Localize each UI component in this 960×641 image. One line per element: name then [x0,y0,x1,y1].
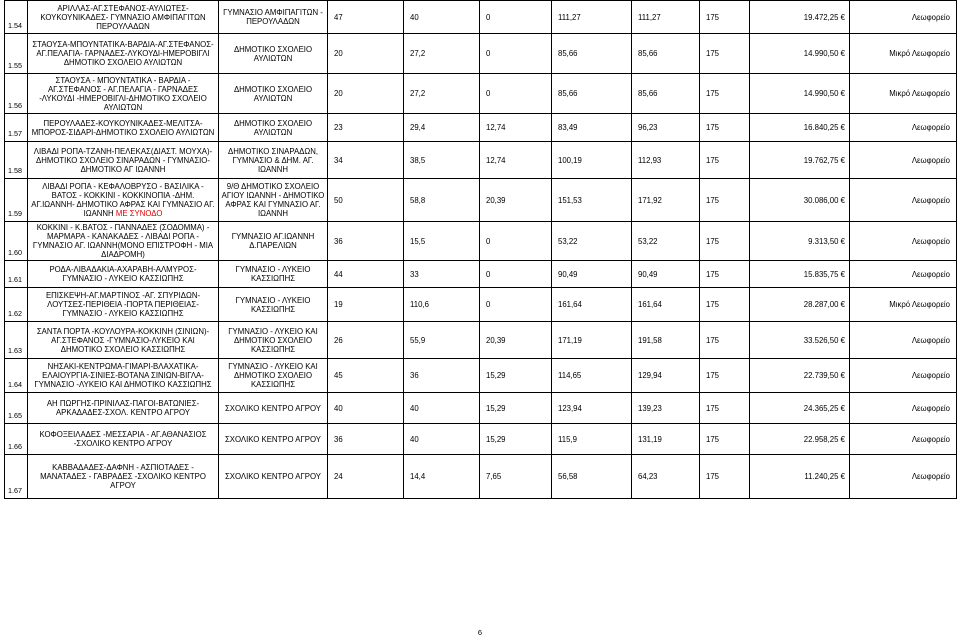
days-cell: 175 [700,74,750,114]
table-row [5,179,957,222]
destination-cell: ΓΥΜΝΑΣΙΟ - ΛΥΚΕΙΟ ΚΑΙ ΔΗΜΟΤΙΚΟ ΣΧΟΛΕΙΟ ΚΑΣΣΙΩΠΗΣ [219,359,328,393]
page-number: 6 [477,628,483,637]
days-cell: 175 [700,455,750,499]
km-empty-cell: 0 [480,1,552,34]
route-cell: ΚΟΦΟΞΕΙΛΑΔΕΣ -ΜΕΣΣΑΡΙΑ - ΑΓ.ΑΘΑΝΑΣΙΟΣ -ΣΧΟΛΙΚΟ ΚΕΝΤΡΟ ΑΓΡΟΥ [28,424,219,455]
daily-cost-cell: 129,94 [632,359,700,393]
route-cell: ΛΙΒΑΔΙ ΡΟΠΑ-ΤΖΑΝΗ-ΠΕΛΕΚΑΣ(ΔΙΑΣΤ. ΜΟΥΧΑ)-ΔΗΜΟΤΙΚΟ ΣΧΟΛΕΙΟ ΣΙΝΑΡΑΔΩΝ - ΓΥΜΝΑΣΙΟ-ΔΗΜΟΤΙΚΟ ΑΓ ΙΩΑΝΝΗ [28,142,219,179]
students-cell: 23 [328,114,404,142]
route-cell: ΛΙΒΑΔΙ ΡΟΠΑ - ΚΕΦΑΛΟΒΡΥΣΟ - ΒΑΣΙΛΙΚΑ - ΒΑΤΟΣ - ΚΟΚΚΙΝΙ - ΚΟΚΚΙΝΟΠΙΑ -ΔΗΜ. ΑΓ.ΙΩΑΝΝΗ- ΔΗΜΟΤΙΚΟ ΑΦΡΑΣ ΚΑΙ ΓΥΜΝΑΣΙΟ ΑΓ. ΙΩΑΝΝΗ ΜΕ ΣΥΝΟΔΟ [28,179,219,222]
row-code: 1.64 [5,359,28,393]
table-row [5,1,957,34]
destination-cell: ΔΗΜΟΤΙΚΟ ΣΙΝΑΡΑΔΩΝ, ΓΥΜΝΑΣΙΟ & ΔΗΜ. ΑΓ. ΙΩΑΝΝΗ [219,142,328,179]
daily-cost-cell: 64,23 [632,455,700,499]
km-loaded-cell: 27,2 [404,74,480,114]
km-empty-cell: 20,39 [480,179,552,222]
total-cost-cell: 19.762,75 € [750,142,850,179]
total-cost-cell: 15.835,75 € [750,261,850,288]
table-row [5,74,957,114]
table-row [5,261,957,288]
route-cell: ΑΡΙΛΛΑΣ-ΑΓ.ΣΤΕΦΑΝΟΣ-ΑΥΛΙΩΤΕΣ-ΚΟΥΚΟΥΝΙΚΑΔΕΣ- ΓΥΜΝΑΣΙΟ ΑΜΦΙΠΑΓΙΤΩΝ ΠΕΡΟΥΛΑΔΩΝ [28,1,219,34]
daily-cost-cell: 171,92 [632,179,700,222]
vehicle-type-cell: Μικρό Λεωφορείο [850,288,957,322]
route-cell: ΣΑΝΤΑ ΠΟΡΤΑ -ΚΟΥΛΟΥΡΑ-ΚΟΚΚΙΝΗ (ΣΙΝΙΩΝ)-ΑΓ.ΣΤΕΦΑΝΟΣ -ΓΥΜΝΑΣΙΟ-ΛΥΚΕΙΟ ΚΑΙ ΔΗΜΟΤΙΚΟ ΣΧΟΛΕΙΟ ΚΑΣΣΙΩΠΗΣ [28,322,219,359]
students-cell: 20 [328,34,404,74]
destination-cell: 9/Θ ΔΗΜΟΤΙΚΟ ΣΧΟΛΕΙΟ ΑΓΙΟΥ ΙΩΑΝΝΗ - ΔΗΜΟΤΙΚΟ ΑΦΡΑΣ ΚΑΙ ΓΥΜΝΑΣΙΟ ΑΓ. ΙΩΑΝΝΗ [219,179,328,222]
vehicle-type-cell: Λεωφορείο [850,455,957,499]
vehicle-type-cell: Λεωφορείο [850,393,957,424]
vehicle-type-cell: Λεωφορείο [850,322,957,359]
km-empty-cell: 12,74 [480,114,552,142]
vehicle-type-cell: Μικρό Λεωφορείο [850,74,957,114]
students-cell: 47 [328,1,404,34]
total-cost-cell: 16.840,25 € [750,114,850,142]
km-empty-cell: 0 [480,261,552,288]
daily-cost-cell: 53,22 [632,222,700,261]
cost-loaded-cell: 85,66 [552,74,632,114]
table-row [5,424,957,455]
students-cell: 24 [328,455,404,499]
students-cell: 34 [328,142,404,179]
km-loaded-cell: 58,8 [404,179,480,222]
students-cell: 50 [328,179,404,222]
cost-loaded-cell: 111,27 [552,1,632,34]
daily-cost-cell: 161,64 [632,288,700,322]
routes-table [4,0,957,499]
km-loaded-cell: 27,2 [404,34,480,74]
cost-loaded-cell: 100,19 [552,142,632,179]
destination-cell: ΣΧΟΛΙΚΟ ΚΕΝΤΡΟ ΑΓΡΟΥ [219,393,328,424]
daily-cost-cell: 96,23 [632,114,700,142]
row-code: 1.59 [5,179,28,222]
row-code: 1.67 [5,455,28,499]
km-empty-cell: 0 [480,222,552,261]
row-code: 1.66 [5,424,28,455]
vehicle-type-cell: Λεωφορείο [850,261,957,288]
vehicle-type-cell: Λεωφορείο [850,222,957,261]
students-cell: 45 [328,359,404,393]
students-cell: 26 [328,322,404,359]
km-loaded-cell: 14,4 [404,455,480,499]
cost-loaded-cell: 171,19 [552,322,632,359]
route-cell: ΕΠΙΣΚΕΨΗ-ΑΓ.ΜΑΡΤΙΝΟΣ -ΑΓ. ΣΠΥΡΙΔΩΝ-ΛΟΥΤΣΕΣ-ΠΕΡΙΘΕΙΑ -ΠΟΡΤΑ ΠΕΡΙΘΕΙΑΣ-ΓΥΜΝΑΣΙΟ - ΛΥΚΕΙΟ ΚΑΣΣΙΩΠΗΣ [28,288,219,322]
days-cell: 175 [700,322,750,359]
cost-loaded-cell: 114,65 [552,359,632,393]
days-cell: 175 [700,222,750,261]
cost-loaded-cell: 151,53 [552,179,632,222]
students-cell: 44 [328,261,404,288]
cost-loaded-cell: 115,9 [552,424,632,455]
destination-cell: ΓΥΜΝΑΣΙΟ - ΛΥΚΕΙΟ ΚΑΣΣΙΩΠΗΣ [219,261,328,288]
students-cell: 19 [328,288,404,322]
daily-cost-cell: 90,49 [632,261,700,288]
row-code: 1.60 [5,222,28,261]
km-loaded-cell: 40 [404,424,480,455]
km-empty-cell: 15,29 [480,424,552,455]
vehicle-type-cell: Λεωφορείο [850,179,957,222]
destination-cell: ΓΥΜΝΑΣΙΟ - ΛΥΚΕΙΟ ΚΑΙ ΔΗΜΟΤΙΚΟ ΣΧΟΛΕΙΟ ΚΑΣΣΙΩΠΗΣ [219,322,328,359]
km-loaded-cell: 40 [404,393,480,424]
students-cell: 20 [328,74,404,114]
total-cost-cell: 14.990,50 € [750,74,850,114]
km-empty-cell: 15,29 [480,393,552,424]
route-cell: ΚΟΚΚΙΝΙ - Κ.ΒΑΤΟΣ - ΠΑΝΝΑΔΕΣ (ΣΟΔΟΜΜΑ) - ΜΑΡΜΑΡΑ - ΚΑΝΑΚΑΔΕΣ - ΛΙΒΑΔΙ ΡΟΠΑ - ΓΥΜΝΑΣΙΟ ΑΓ. ΙΩΑΝΝΗ(ΜΟΝΟ ΕΠΙΣΤΡΟΦΗ - ΜΙΑ ΔΙΑΔΡΟΜΗ) [28,222,219,261]
km-loaded-cell: 110,6 [404,288,480,322]
vehicle-type-cell: Λεωφορείο [850,114,957,142]
students-cell: 40 [328,393,404,424]
table-row [5,455,957,499]
table-row [5,322,957,359]
total-cost-cell: 11.240,25 € [750,455,850,499]
total-cost-cell: 33.526,50 € [750,322,850,359]
vehicle-type-cell: Λεωφορείο [850,142,957,179]
destination-cell: ΔΗΜΟΤΙΚΟ ΣΧΟΛΕΙΟ ΑΥΛΙΩΤΩΝ [219,34,328,74]
cost-loaded-cell: 53,22 [552,222,632,261]
km-empty-cell: 20,39 [480,322,552,359]
cost-loaded-cell: 123,94 [552,393,632,424]
km-loaded-cell: 33 [404,261,480,288]
total-cost-cell: 24.365,25 € [750,393,850,424]
row-code: 1.65 [5,393,28,424]
days-cell: 175 [700,393,750,424]
km-empty-cell: 12,74 [480,142,552,179]
km-loaded-cell: 40 [404,1,480,34]
table-row [5,142,957,179]
row-code: 1.55 [5,34,28,74]
vehicle-type-cell: Λεωφορείο [850,1,957,34]
escort-note: ΜΕ ΣΥΝΟΔΟ [115,209,163,218]
days-cell: 175 [700,34,750,74]
days-cell: 175 [700,288,750,322]
km-loaded-cell: 55,9 [404,322,480,359]
km-loaded-cell: 38,5 [404,142,480,179]
daily-cost-cell: 111,27 [632,1,700,34]
total-cost-cell: 19.472,25 € [750,1,850,34]
daily-cost-cell: 131,19 [632,424,700,455]
destination-cell: ΓΥΜΝΑΣΙΟ ΑΓ.ΙΩΑΝΝΗ Δ.ΠΑΡΕΛΙΩΝ [219,222,328,261]
vehicle-type-cell: Λεωφορείο [850,359,957,393]
km-empty-cell: 15,29 [480,359,552,393]
daily-cost-cell: 191,58 [632,322,700,359]
daily-cost-cell: 85,66 [632,34,700,74]
total-cost-cell: 14.990,50 € [750,34,850,74]
route-cell: ΣΤΑΟΥΣΑ - ΜΠΟΥΝΤΑΤΙΚΑ - ΒΑΡΔΙΑ - ΑΓ.ΣΤΕΦΑΝΟΣ - ΑΓ.ΠΕΛΑΓΙΑ - ΓΑΡΝΑΔΕΣ -ΛΥΚΟΥΔΙ -ΗΜΕΡΟΒΙΓΛΙ-ΔΗΜΟΤΙΚΟ ΣΧΟΛΕΙΟ ΑΥΛΙΩΤΩΝ [28,74,219,114]
days-cell: 175 [700,1,750,34]
cost-loaded-cell: 161,64 [552,288,632,322]
students-cell: 36 [328,424,404,455]
destination-cell: ΔΗΜΟΤΙΚΟ ΣΧΟΛΕΙΟ ΑΥΛΙΩΤΩΝ [219,114,328,142]
row-code: 1.56 [5,74,28,114]
row-code: 1.61 [5,261,28,288]
daily-cost-cell: 112,93 [632,142,700,179]
route-cell: ΣΤΑΟΥΣΑ-ΜΠΟΥΝΤΑΤΙΚΑ-ΒΑΡΔΙΑ-ΑΓ.ΣΤΕΦΑΝΟΣ-ΑΓ.ΠΕΛΑΓΙΑ- ΓΑΡΝΑΔΕΣ-ΛΥΚΟΥΔΙ-ΗΜΕΡΟΒΙΓΛΙ ΔΗΜΟΤΙΚΟ ΣΧΟΛΕΙΟ ΑΥΛΙΩΤΩΝ [28,34,219,74]
km-loaded-cell: 36 [404,359,480,393]
km-empty-cell: 7,65 [480,455,552,499]
vehicle-type-cell: Μικρό Λεωφορείο [850,34,957,74]
total-cost-cell: 9.313,50 € [750,222,850,261]
days-cell: 175 [700,359,750,393]
table-row [5,222,957,261]
destination-cell: ΣΧΟΛΙΚΟ ΚΕΝΤΡΟ ΑΓΡΟΥ [219,455,328,499]
row-code: 1.63 [5,322,28,359]
days-cell: 175 [700,114,750,142]
total-cost-cell: 28.287,00 € [750,288,850,322]
table-row [5,359,957,393]
route-cell: ΑΗ ΠΩΡΓΗΣ-ΠΡΙΝΙΛΑΣ-ΠΑΓΟΙ-ΒΑΤΩΝΙΕΣ-ΑΡΚΑΔΑΔΕΣ-ΣΧΟΛ. ΚΕΝΤΡΟ ΑΓΡΟΥ [28,393,219,424]
table-row [5,114,957,142]
km-empty-cell: 0 [480,34,552,74]
total-cost-cell: 22.958,25 € [750,424,850,455]
destination-cell: ΔΗΜΟΤΙΚΟ ΣΧΟΛΕΙΟ ΑΥΛΙΩΤΩΝ [219,74,328,114]
cost-loaded-cell: 56,58 [552,455,632,499]
route-cell: ΡΟΔΑ-ΛΙΒΑΔΑΚΙΑ-ΑΧΑΡΑΒΗ-ΑΛΜΥΡΟΣ-ΓΥΜΝΑΣΙΟ - ΛΥΚΕΙΟ ΚΑΣΣΙΩΠΗΣ [28,261,219,288]
row-code: 1.54 [5,1,28,34]
table-row [5,34,957,74]
km-empty-cell: 0 [480,74,552,114]
total-cost-cell: 30.086,00 € [750,179,850,222]
days-cell: 175 [700,179,750,222]
cost-loaded-cell: 85,66 [552,34,632,74]
route-cell: ΝΗΣΑΚΙ-ΚΕΝΤΡΩΜΑ-ΓΙΜΑΡΙ-ΒΛΑΧΑΤΙΚΑ-ΕΛΑΙΟΥΡΓΙΑ-ΣΙΝΙΕΣ-ΒΟΤΑΝΑ ΣΙΝΙΩΝ-ΒΙΓΛΑ-ΓΥΜΝΑΣΙΟ -ΛΥΚΕΙΟ ΚΑΙ ΔΗΜΟΤΙΚΟ ΚΑΣΣΙΩΠΗΣ [28,359,219,393]
destination-cell: ΓΥΜΝΑΣΙΟ ΑΜΦΙΠΑΓΙΤΩΝ - ΠΕΡΟΥΛΑΔΩΝ [219,1,328,34]
days-cell: 175 [700,261,750,288]
row-code: 1.62 [5,288,28,322]
km-empty-cell: 0 [480,288,552,322]
cost-loaded-cell: 83,49 [552,114,632,142]
table-row [5,393,957,424]
students-cell: 36 [328,222,404,261]
km-loaded-cell: 15,5 [404,222,480,261]
destination-cell: ΣΧΟΛΙΚΟ ΚΕΝΤΡΟ ΑΓΡΟΥ [219,424,328,455]
vehicle-type-cell: Λεωφορείο [850,424,957,455]
days-cell: 175 [700,424,750,455]
table-row [5,288,957,322]
days-cell: 175 [700,142,750,179]
daily-cost-cell: 85,66 [632,74,700,114]
row-code: 1.58 [5,142,28,179]
row-code: 1.57 [5,114,28,142]
km-loaded-cell: 29,4 [404,114,480,142]
table-body [5,1,957,499]
total-cost-cell: 22.739,50 € [750,359,850,393]
cost-loaded-cell: 90,49 [552,261,632,288]
route-cell: ΚΑΒΒΑΔΑΔΕΣ-ΔΑΦΝΗ - ΑΣΠΙΟΤΑΔΕΣ - ΜΑΝΑΤΑΔΕΣ - ΓΑΒΡΑΔΕΣ -ΣΧΟΛΙΚΟ ΚΕΝΤΡΟ ΑΓΡΟΥ [28,455,219,499]
destination-cell: ΓΥΜΝΑΣΙΟ - ΛΥΚΕΙΟ ΚΑΣΣΙΩΠΗΣ [219,288,328,322]
route-cell: ΠΕΡΟΥΛΑΔΕΣ-ΚΟΥΚΟΥΝΙΚΑΔΕΣ-ΜΕΛΙΤΣΑ-ΜΠΟΡΟΣ-ΣΙΔΑΡΙ-ΔΗΜΟΤΙΚΟ ΣΧΟΛΕΙΟ ΑΥΛΙΩΤΩΝ [28,114,219,142]
daily-cost-cell: 139,23 [632,393,700,424]
